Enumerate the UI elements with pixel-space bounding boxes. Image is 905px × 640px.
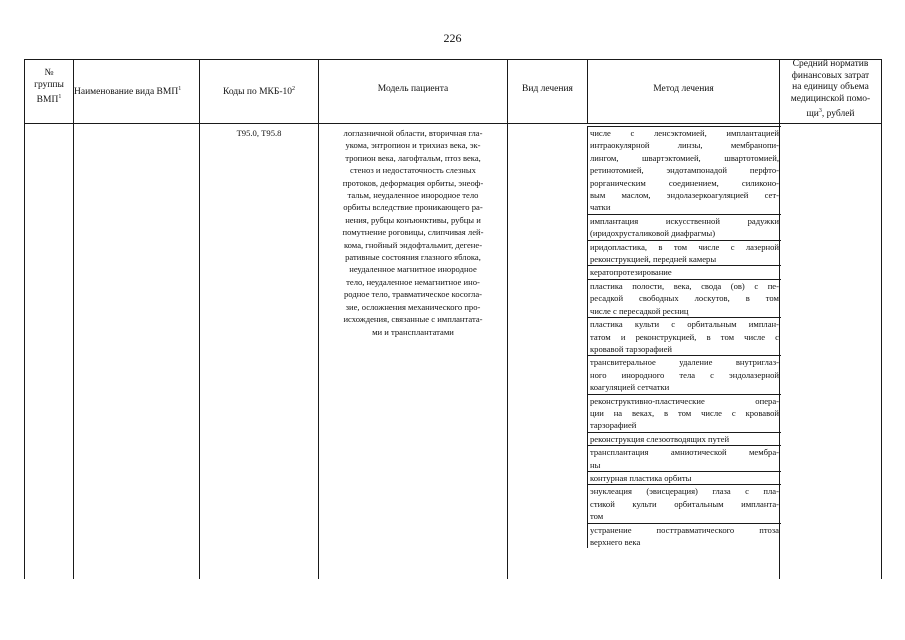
treatment-method-line: коагуляцией сетчатки [590,382,670,393]
treatment-method-line: имплантация искусственной радужки [590,215,779,226]
treatment-method-item [588,433,781,446]
icd-codes-cell: Т95.0, Т95.8 [236,128,282,138]
treatment-method-item [588,241,781,267]
treatment-method-item [588,126,781,215]
treatment-method-line: устранение посттравматического птоза [590,524,779,535]
page-number: 226 [443,31,462,45]
treatment-method-line: чатки [590,202,611,213]
header-patient-model: Модель пациента [377,84,449,94]
patient-model-line: стеноз и недостаточность слезных [350,165,476,176]
treatment-method-line: кератопротезирование [590,267,672,278]
treatment-method-item [588,356,781,394]
treatment-method-line: рорганическим соединением, силиконо- [590,177,779,188]
treatment-method-line: пластика полости, века, свода (ов) с пе- [590,280,779,291]
treatment-method-line: вым маслом, эндолазеркоагуляцией сет- [590,190,779,201]
treatment-method-item [588,485,781,523]
patient-model-line: неудаленное магнитное инородное [349,264,477,275]
patient-model-line: логлазничной области, вторичная гла- [343,128,483,138]
header-treatment-type: Вид лечения [522,84,573,94]
treatment-method-line: числе с ленсэктомией, имплантацией [590,128,779,138]
treatment-method-line: тарзорафией [590,420,637,431]
treatment-method-line: ного инородного тела с эндолазерной [590,369,779,380]
patient-model-line: орбиты вследствие проникающего ра- [343,202,483,213]
patient-model-line: тальм, неудаленное инородное тело [347,190,479,201]
treatment-method-line: ны [590,459,601,470]
treatment-method-line: реконструкция слезоотводящих путей [590,433,730,444]
treatment-method-line: ретинотомией, эндотампонадой перфто- [590,165,779,176]
treatment-method-line: контурная пластика орбиты [590,472,692,483]
treatment-method-line: лингом, швартэктомией, швартотомией, [590,152,779,163]
treatment-method-line: трансплантация амниотической мембра- [590,447,779,458]
header-vmp-name: Наименование вида ВМП$^1$ [74,86,182,98]
treatment-method-line: татом и реконструкцией, в том числе с [590,331,779,342]
patient-model-line: кома, гнойный эндофтальмит, дегене- [343,239,483,250]
patient-model-line: тропион века, лагофтальм, птоз века, [345,152,481,163]
patient-model-line: исхождения, связанные с имплантата- [343,314,483,325]
patient-model-line: зие, осложнения механического про- [345,301,481,312]
treatment-method-item [588,266,781,279]
treatment-method-line: ции на веках, в том числе с кровавой [590,407,779,418]
treatment-method-item [588,472,781,485]
patient-model-line: ративные состояния глазного яблока, [345,252,481,263]
header-cost-norm: Средний норматив финансовых затрат на единицу объема медицинской помо- $щи^3$, рублей [790,59,871,119]
treatment-method-item [588,395,781,433]
treatment-method-line: трансвитеральное удаление внутриглаз- [590,357,779,368]
treatment-method-line: числе с пересадкой ресниц [590,305,689,316]
patient-model-line: тело, неудаленное немагнитное ино- [346,276,480,287]
treatment-method-line: реконструктивно-пластические опера- [590,395,779,406]
treatment-method-line: реконструкцией, передней камеры [590,254,717,265]
treatment-method-item [588,318,781,356]
header-group-number: № группы ВМП$^1$ [34,68,64,106]
patient-model-line: родное тело, травматическое косогла- [343,289,483,300]
treatment-method-item [588,280,781,318]
treatment-method-list [587,126,781,548]
treatment-method-line: энуклеация (эвисцерация) глаза с пла- [590,486,779,497]
treatment-method-item [588,215,781,241]
header-icd-codes: Коды по МКБ-$10^2$ [222,86,296,98]
treatment-method-line: (иридохрусталиковой диафрагмы) [590,228,716,239]
treatment-method-line: ресадкой свободных лоскутов, в том [590,293,779,304]
patient-model-line: ми и трансплантатами [372,326,454,337]
treatment-method-item [588,524,781,549]
patient-model-cell [319,127,507,338]
treatment-method-item [588,446,781,472]
patient-model-line: протоков, деформация орбиты, энеоф- [342,177,484,188]
patient-model-line: помутнение роговицы, слипчивая лей- [342,227,484,238]
treatment-method-line: интраокулярной линзы, мембранопи- [590,140,779,151]
patient-model-line: укома, энтропион и трихиаз века, эк- [345,140,481,151]
treatment-method-line: том [590,511,604,522]
treatment-method-line: верхнего века [590,537,641,547]
treatment-method-line: стикой культи орбитальным импланта- [590,498,779,509]
header-treatment-method: Метод лечения [653,84,714,94]
treatment-method-line: кровавой тарзорафией [590,343,672,354]
treatment-method-line: иридопластика, в том числе с лазерной [590,241,779,252]
treatment-method-line: пластика культи с орбитальным имплан- [590,319,779,330]
patient-model-line: нения, рубцы конъюнктивы, рубцы и [345,214,481,225]
